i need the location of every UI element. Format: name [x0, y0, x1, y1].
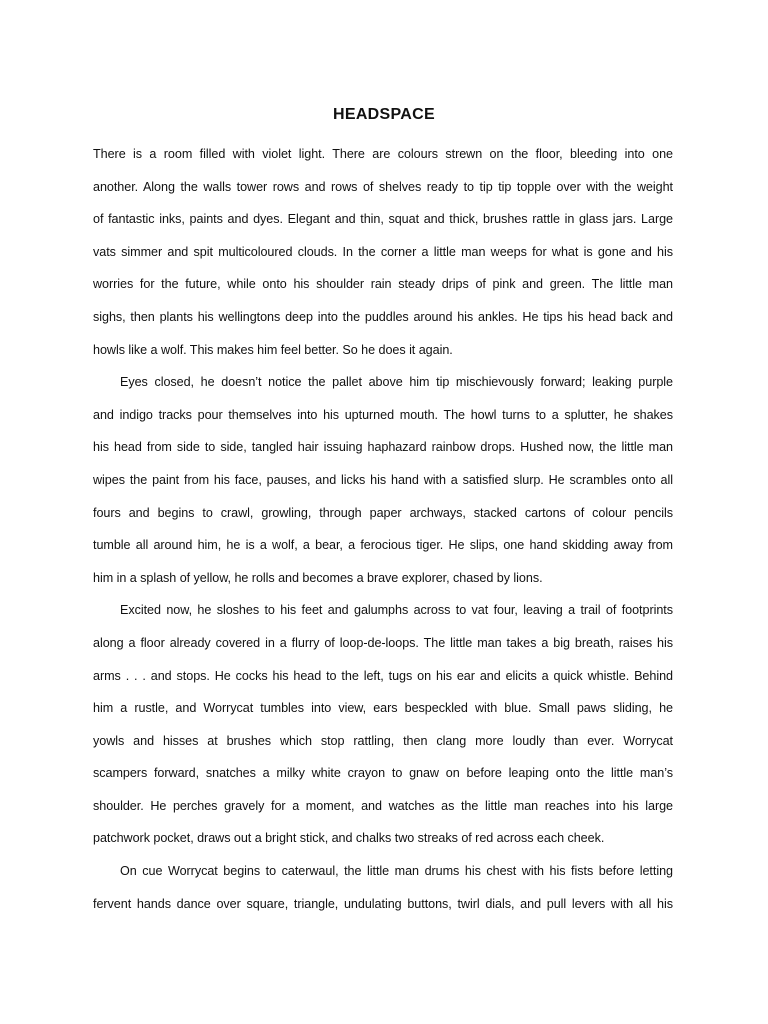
text-line: Eyes closed, he doesn’t notice the pallet above him tip mischievously forward; leaking purple	[120, 375, 673, 390]
text-line: wipes the paint from his face, pauses, and licks his hand with a satisfied slurp. He scrambles onto all	[93, 472, 673, 487]
text-line: tumble all around him, he is a wolf, a bear, a ferocious tiger. He slips, one hand skidding away from	[93, 538, 673, 553]
text-line: There is a room filled with violet light. There are colours strewn on the floor, bleeding into one	[93, 147, 673, 161]
text-line: Excited now, he sloshes to his feet and galumphs across to vat four, leaving a trail of footprints	[120, 603, 673, 618]
text-line: sighs, then plants his wellingtons deep into the puddles around his ankles. He tips his head back and	[93, 309, 673, 324]
text-line: fervent hands dance over square, triangle, undulating buttons, twirl dials, and pull levers with all his	[93, 896, 673, 911]
text-line: another. Along the walls tower rows and rows of shelves ready to tip tip topple over with the weight	[93, 179, 673, 194]
text-line: howls like a wolf. This makes him feel better. So he does it again.	[93, 342, 453, 357]
text-line: scampers forward, snatches a milky white crayon to gnaw on before leaping onto the little man’s	[93, 766, 673, 781]
text-line: fours and begins to crawl, growling, through paper archways, stacked cartons of colour pencils	[93, 505, 673, 520]
text-line: him in a splash of yellow, he rolls and becomes a brave explorer, chased by lions.	[93, 570, 543, 585]
document-body	[93, 138, 673, 920]
text-line: him a rustle, and Worrycat tumbles into view, ears bespeckled with blue. Small paws sliding, he	[93, 701, 673, 716]
text-line: and indigo tracks pour themselves into his upturned mouth. The howl turns to a splutter, he shakes	[93, 407, 673, 422]
text-line: vats simmer and spit multicoloured clouds. In the corner a little man weeps for what is gone and his	[93, 244, 673, 259]
text-line: shoulder. He perches gravely for a moment, and watches as the little man reaches into his large	[93, 798, 673, 813]
text-line: arms . . . and stops. He cocks his head to the left, tugs on his ear and elicits a quick whistle. Behind	[93, 668, 673, 683]
text-line: worries for the future, while onto his shoulder rain steady drips of pink and green. The little man	[93, 277, 673, 292]
text-line: patchwork pocket, draws out a bright stick, and chalks two streaks of red across each cheek.	[93, 831, 605, 846]
text-line: yowls and hisses at brushes which stop rattling, then clang more loudly than ever. Worrycat	[93, 733, 673, 748]
text-line: of fantastic inks, paints and dyes. Elegant and thin, squat and thick, brushes rattle in glass jars. Large	[93, 212, 673, 227]
text-line: his head from side to side, tangled hair issuing haphazard rainbow drops. Hushed now, the little man	[93, 440, 673, 455]
text-line: along a floor already covered in a flurry of loop-de-loops. The little man takes a big breath, raises his	[93, 635, 673, 650]
text-line: On cue Worrycat begins to caterwaul, the little man drums his chest with his fists before letting	[120, 864, 673, 879]
document-title: HEADSPACE	[333, 106, 435, 123]
